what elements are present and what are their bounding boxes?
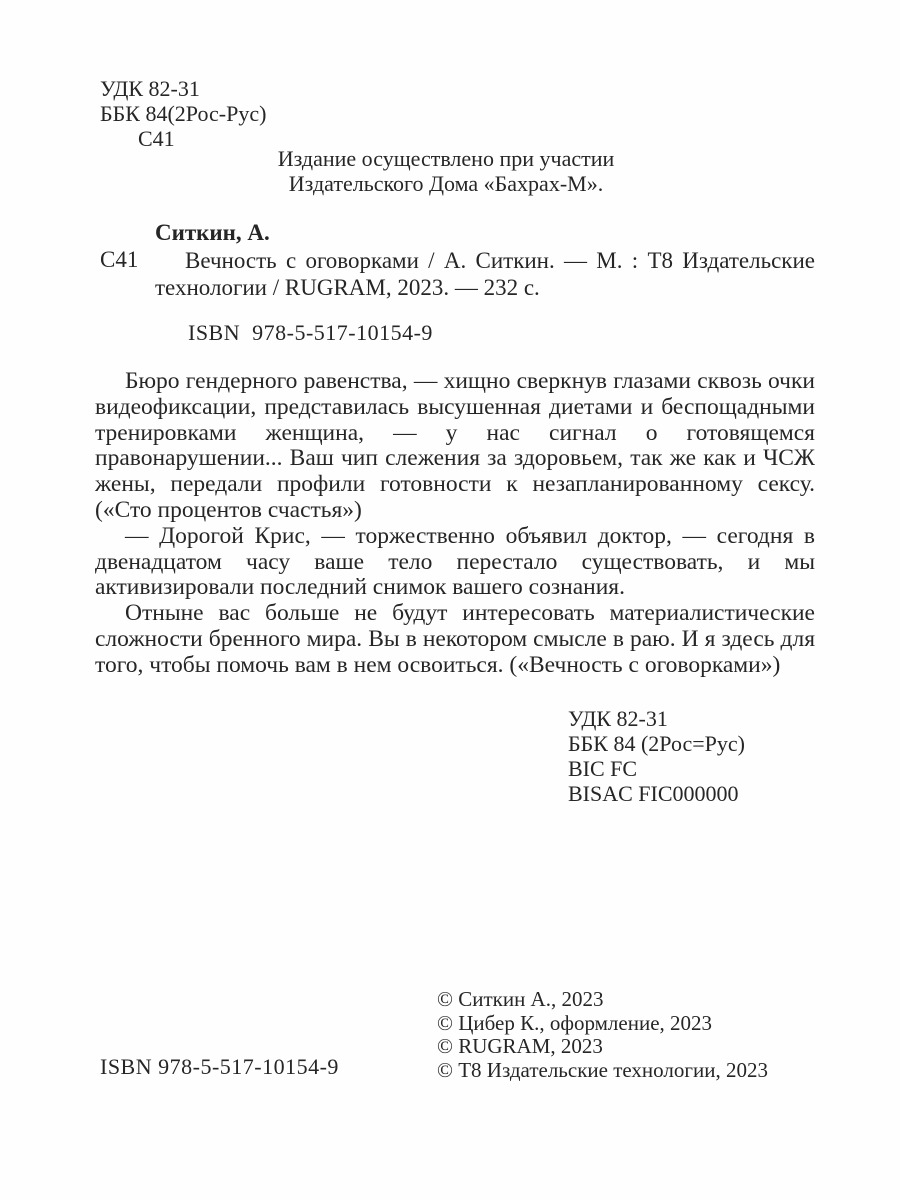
udk-code-top: УДК 82-31 [100, 76, 200, 101]
annotation-paragraph-1: Бюро гендерного равенства, — хищно сверкнув глазами сквозь очки видеофиксации, представилась высушенная диетами и беспощадными тренировками женщина, — у нас сигнал о готовящемся правонарушении... Ваш чип слежения за здоровьем, так же как и ЧСЖ жены, передали профили готовности к незапланированному сексу. («Сто процентов счастья») [95, 368, 815, 523]
copyright-t8: © Т8 Издательские технологии, 2023 [437, 1057, 768, 1082]
copyright-rugram: © RUGRAM, 2023 [437, 1034, 603, 1058]
author-sign-entry: С41 [100, 247, 139, 272]
isbn-footer: ISBN 978-5-517-10154-9 [100, 1054, 339, 1079]
udk-code-bottom: УДК 82-31 [568, 706, 668, 731]
bic-code: BIC FC [568, 756, 638, 781]
annotation-paragraph-2: — Дорогой Крис, — торжественно объявил доктор, — сегодня в двенадцатом часу ваше тело перестало существовать, и мы активизировали последний снимок вашего сознания. [95, 522, 815, 601]
catalog-entry [95, 247, 815, 301]
bisac-code: BISAC FIC000000 [568, 781, 739, 806]
bbk-code-top: ББК 84(2Рос-Рус) [100, 101, 267, 126]
author-sign-top: С41 [138, 126, 175, 151]
copyright-block [437, 988, 768, 1082]
edition-note-line1: Издание осуществлено при участии [277, 146, 615, 171]
annotation-paragraph-3: Отныне вас больше не будут интересовать материалистические сложности бренного мира. Вы в некотором смысле в раю. И я здесь для того, чтобы помочь вам в нем освоиться. («Вечность с оговорками») [95, 600, 815, 678]
edition-note [95, 146, 797, 196]
catalog-description: Вечность с оговорками / А. Ситкин. — М. : Т8 Издательские технологии / RUGRAM, 2023. — 232 с. [155, 248, 815, 300]
copyright-designer: © Цибер К., оформление, 2023 [437, 1010, 713, 1035]
copyright-author: © Ситкин А., 2023 [437, 987, 604, 1011]
classification-block [568, 706, 745, 806]
bbk-code-bottom: ББК 84 (2Рос=Рус) [568, 731, 745, 756]
catalog-author: Ситкин, А. [155, 220, 270, 245]
annotation-block [95, 369, 815, 679]
edition-note-line2: Издательского Дома «Бахрах-М». [288, 171, 604, 196]
isbn-catalog: ISBN 978-5-517-10154-9 [188, 320, 433, 345]
